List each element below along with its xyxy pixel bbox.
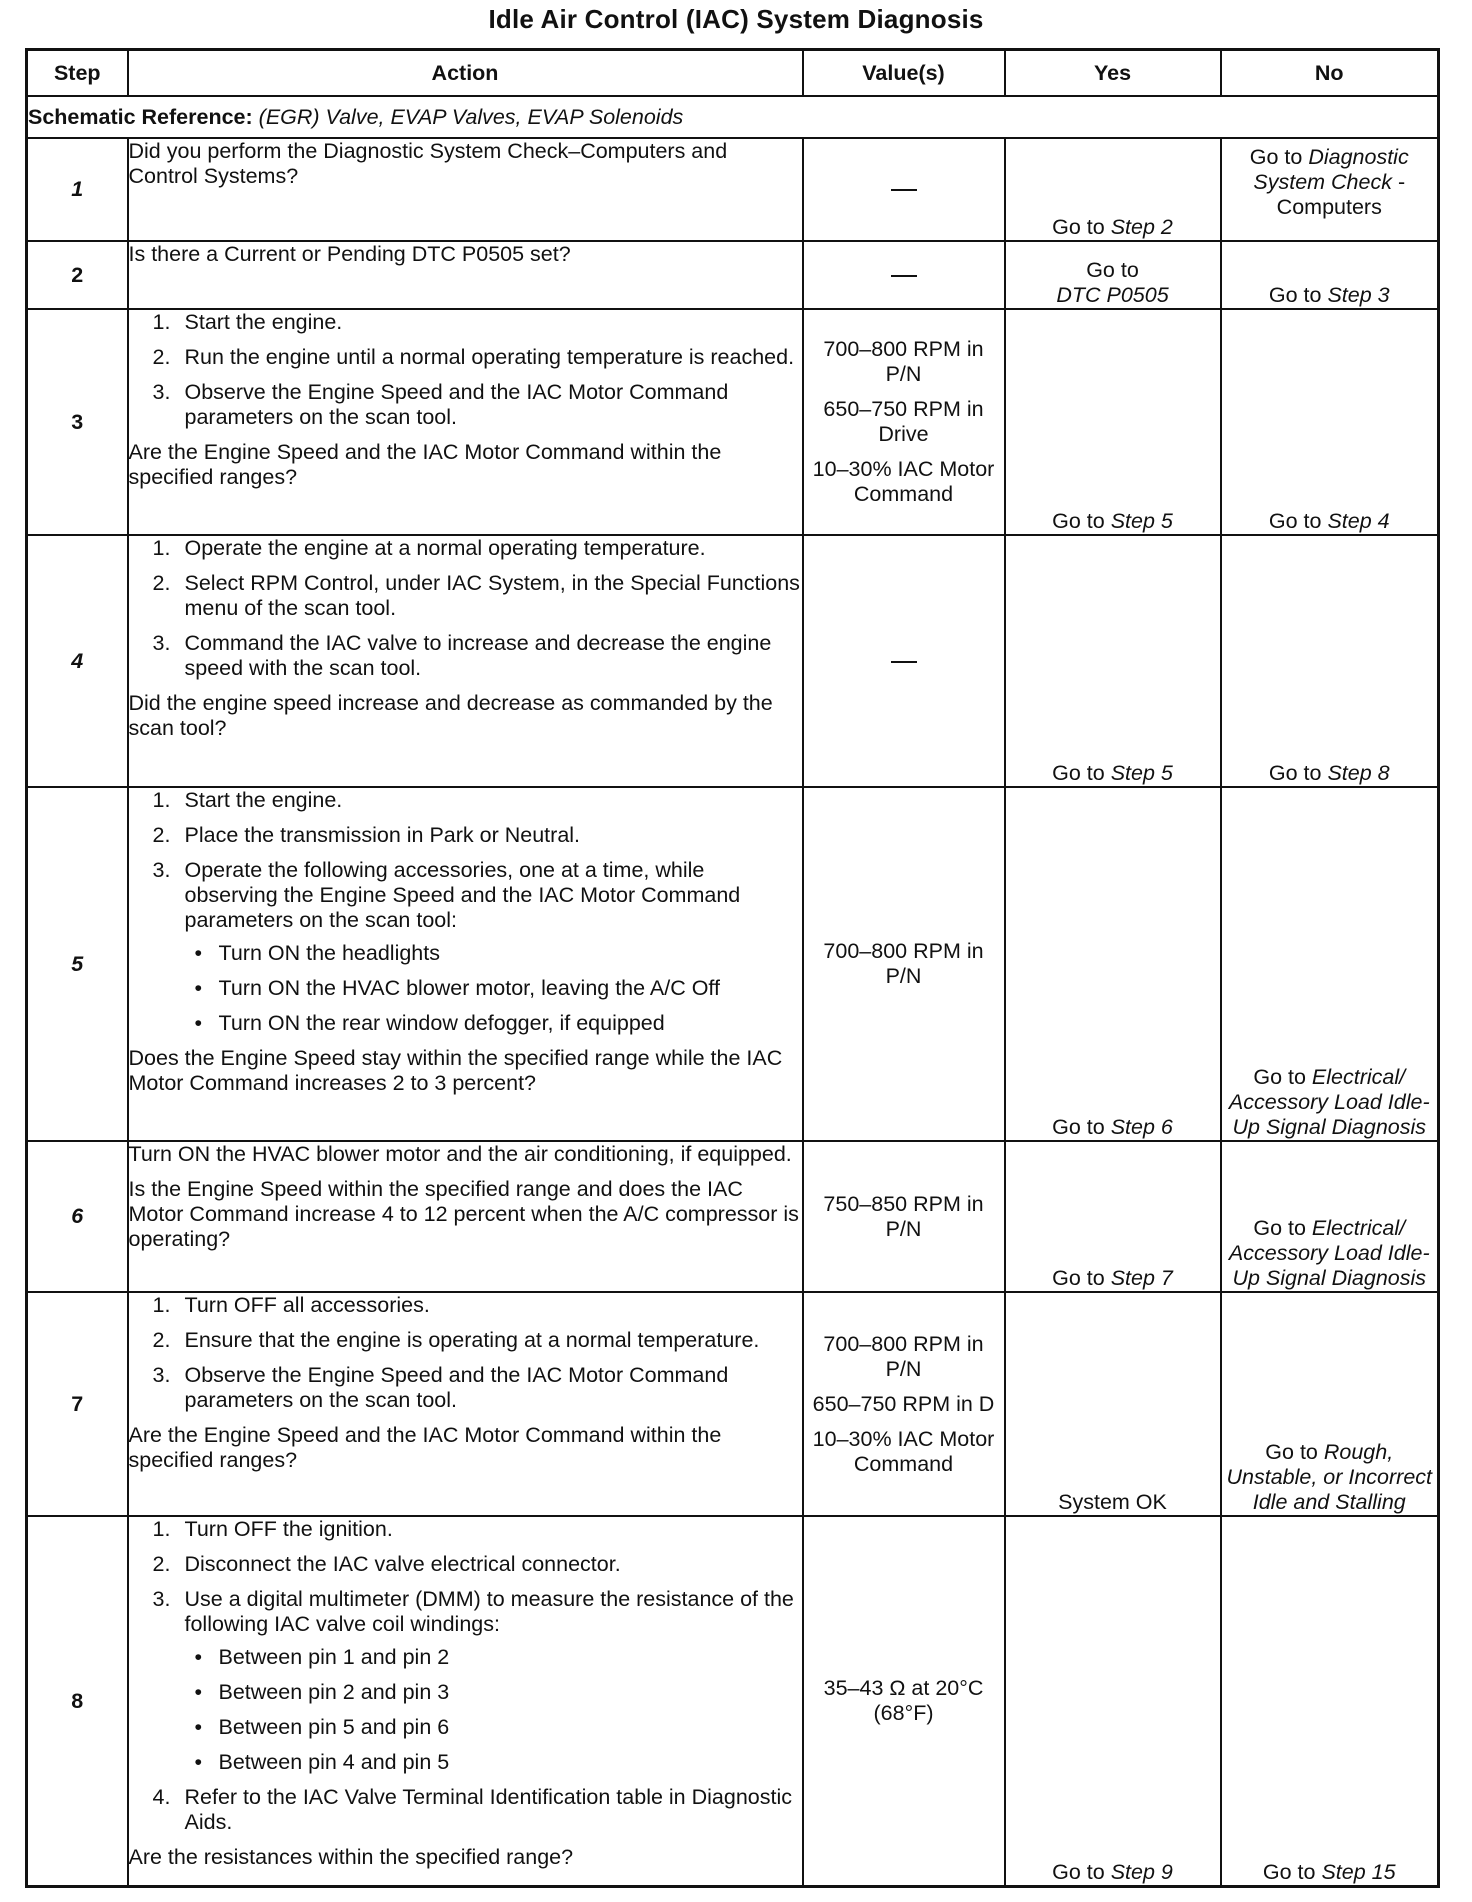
action-text: Did you perform the Diagnostic System Check–Computers and Control Systems? [128,139,728,188]
action-step: 2. Select RPM Control, under IAC System, in the Special Functions menu of the scan tool. [152,571,800,620]
action-bullet: • Between pin 4 and pin 5 [194,1750,450,1774]
action-step: 4. Refer to the IAC Valve Terminal Identification table in Diagnostic Aids. [152,1785,792,1834]
action-steps [129,1293,802,1413]
action-step: 1. Start the engine. [152,788,343,812]
table-row [27,138,1439,241]
action-step: 3. Use a digital multimeter (DMM) to measure the resistance of the following IAC valve coil windings: • Between pin 1 and pin 2 • Between pin 2 and pin 3 • Between pin 5 and pin 6 • Between pin 4 and pin 5 [129,1587,802,1775]
no-cell[interactable] [1221,1292,1439,1516]
value-spec: 35–43 Ω at 20°C (68°F) [823,1676,984,1725]
not-applicable-dash [891,275,917,277]
action-step: 1. Operate the engine at a normal operating temperature. [152,536,706,560]
no-cell[interactable] [1221,535,1439,787]
table-row [27,241,1439,309]
action-question: Are the Engine Speed and the IAC Motor Command within the specified ranges? [128,440,722,489]
value-spec: 700–800 RPM in P/N [823,939,984,988]
table-row [27,1141,1439,1292]
action-bullet: • Between pin 2 and pin 3 [194,1680,450,1704]
action-steps [129,788,802,1036]
action-cell [128,241,803,309]
action-bullet: • Turn ON the headlights [194,941,440,965]
value-cell [803,787,1005,1141]
no-prefix: Go to [1249,145,1309,169]
value-cell [803,1141,1005,1292]
yes-prefix: Go to [1052,761,1111,785]
schematic-reference-label: Schematic Reference: [28,104,253,129]
yes-link[interactable]: Step 5 [1110,761,1173,785]
action-cell [128,1141,803,1292]
action-bullets [185,1645,802,1775]
no-link[interactable]: Step 15 [1321,1860,1396,1884]
no-prefix: Go to [1268,761,1328,785]
action-question: Does the Engine Speed stay within the specified range while the IAC Motor Command increases 2 to 3 percent? [128,1046,783,1095]
action-bullet: • Between pin 5 and pin 6 [194,1715,450,1739]
no-cell[interactable] [1221,787,1439,1141]
step-number: 8 [27,1516,128,1887]
value-cell [803,535,1005,787]
not-applicable-dash [891,661,917,663]
action-step: 1. Turn OFF all accessories. [152,1293,430,1317]
action-question: Did the engine speed increase and decrease as commanded by the scan tool? [128,691,773,740]
action-bullet: • Turn ON the HVAC blower motor, leaving the A/C Off [194,976,720,1000]
value-cell [803,1292,1005,1516]
action-steps [129,1517,802,1835]
yes-prefix: Go to [1052,1115,1111,1139]
no-cell[interactable] [1221,1141,1439,1292]
no-cell[interactable] [1221,241,1439,309]
yes-prefix: Go to [1052,215,1111,239]
action-step: 3. Observe the Engine Speed and the IAC Motor Command parameters on the scan tool. [152,380,729,429]
diagnosis-table [25,48,1440,1888]
schematic-reference [27,96,1439,138]
no-link[interactable]: Step 3 [1327,283,1390,307]
step-number: 1 [27,138,128,241]
action-step: 2. Run the engine until a normal operating temperature is reached. [152,345,795,369]
value-spec: 10–30% IAC Motor Command [812,1426,995,1476]
step-number: 2 [27,241,128,309]
value-spec: 650–750 RPM in D [812,1391,995,1416]
step-number: 7 [27,1292,128,1516]
action-step: 3. Observe the Engine Speed and the IAC Motor Command parameters on the scan tool. [152,1363,729,1412]
yes-prefix: Go to [1052,1266,1111,1290]
table-row [27,535,1439,787]
value-spec: 750–850 RPM in P/N [823,1191,984,1241]
step-number: 6 [27,1141,128,1292]
yes-cell[interactable] [1005,1516,1221,1887]
no-prefix: Go to [1268,283,1328,307]
yes-cell[interactable] [1005,535,1221,787]
no-prefix: Go to [1265,1440,1324,1464]
yes-text: System OK [1058,1490,1167,1514]
yes-link[interactable]: DTC P0505 [1056,283,1169,307]
value-cell [803,138,1005,241]
yes-link[interactable]: Step 9 [1110,1860,1173,1884]
yes-link[interactable]: Step 2 [1110,215,1173,239]
value-cell [803,309,1005,535]
action-steps [129,536,802,681]
action-question: Are the Engine Speed and the IAC Motor Command within the specified ranges? [128,1423,722,1472]
no-prefix: Go to [1253,1216,1312,1240]
table-row [27,309,1439,535]
action-question: Are the resistances within the specified range? [128,1845,574,1869]
action-cell [128,138,803,241]
no-prefix: Go to [1253,1065,1312,1089]
column-header-values: Value(s) [803,50,1005,97]
schematic-reference-links[interactable]: (EGR) Valve, EVAP Valves, EVAP Solenoids [258,104,684,129]
no-cell[interactable] [1221,309,1439,535]
no-link[interactable]: Step 8 [1327,761,1390,785]
action-cell [128,1292,803,1516]
action-cell [128,1516,803,1887]
page-title: Idle Air Control (IAC) System Diagnosis [488,4,984,34]
yes-cell[interactable] [1005,787,1221,1141]
yes-link[interactable]: Step 6 [1110,1115,1173,1139]
not-applicable-dash [891,189,917,191]
step-number: 4 [27,535,128,787]
column-header-step: Step [27,50,128,97]
header-row [27,50,1439,97]
action-question: Is the Engine Speed within the specified range and does the IAC Motor Command increase 4 to 12 percent when the A/C compressor is operating? [128,1177,799,1251]
yes-cell[interactable] [1005,1141,1221,1292]
value-spec: 10–30% IAC Motor Command [812,457,995,506]
action-step: 2. Place the transmission in Park or Neutral. [152,823,581,847]
no-cell[interactable] [1221,1516,1439,1887]
no-link[interactable]: Rough, Unstable, or Incorrect Idle and Stalling [1226,1440,1433,1514]
yes-link[interactable]: Step 5 [1110,509,1173,533]
value-spec: 650–750 RPM in Drive [823,397,984,446]
schematic-reference-row [27,96,1439,138]
column-header-action: Action [128,50,803,97]
step-number: 5 [27,787,128,1141]
action-step: 3. Operate the following accessories, one at a time, while observing the Engine Speed and the IAC Motor Command parameters on the scan tool: • Turn ON the headlights • Turn ON the HVAC blower motor, leaving the A/C Off • Turn ON the rear window defogger, if equipped [129,858,802,1036]
no-prefix: Go to [1262,1860,1322,1884]
action-steps [129,310,802,430]
action-bullets [185,941,802,1036]
action-text: Turn ON the HVAC blower motor and the air conditioning, if equipped. [128,1142,792,1166]
yes-cell[interactable] [1005,138,1221,241]
no-link[interactable]: Electrical/ Accessory Load Idle-Up Signal Diagnosis [1228,1065,1430,1139]
action-step: 2. Ensure that the engine is operating at a normal temperature. [152,1328,760,1352]
yes-prefix: Go to [1052,1860,1111,1884]
column-header-no: No [1221,50,1439,97]
no-cell[interactable] [1221,138,1439,241]
table-row [27,1516,1439,1887]
no-link[interactable]: Electrical/ Accessory Load Idle-Up Signal Diagnosis [1228,1216,1430,1290]
step-number: 3 [27,309,128,535]
action-step: 3. Command the IAC valve to increase and decrease the engine speed with the scan tool. [152,631,772,680]
no-suffix: - Computers [1276,170,1406,219]
action-cell [128,787,803,1141]
no-link[interactable]: Diagnostic System Check [1253,145,1409,194]
no-link[interactable]: Step 4 [1327,509,1390,533]
table-row [27,787,1439,1141]
yes-cell[interactable] [1005,309,1221,535]
value-spec: 700–800 RPM in P/N [823,337,984,386]
action-cell [128,309,803,535]
column-header-yes: Yes [1005,50,1221,97]
value-spec: 700–800 RPM in P/N [823,1331,984,1381]
no-prefix: Go to [1268,509,1328,533]
action-step: 1. Turn OFF the ignition. [152,1517,393,1541]
yes-prefix: Go to [1086,258,1139,282]
yes-cell[interactable] [1005,241,1221,309]
yes-prefix: Go to [1052,509,1111,533]
action-bullet: • Turn ON the rear window defogger, if equipped [194,1011,665,1035]
value-cell [803,1516,1005,1887]
action-step: 2. Disconnect the IAC valve electrical connector. [152,1552,621,1576]
value-cell [803,241,1005,309]
action-cell [128,535,803,787]
table-row [27,1292,1439,1516]
yes-link[interactable]: Step 7 [1110,1266,1173,1290]
action-step: 1. Start the engine. [152,310,343,334]
action-text: Is there a Current or Pending DTC P0505 set? [128,242,571,266]
action-bullet: • Between pin 1 and pin 2 [194,1645,450,1669]
yes-cell[interactable] [1005,1292,1221,1516]
